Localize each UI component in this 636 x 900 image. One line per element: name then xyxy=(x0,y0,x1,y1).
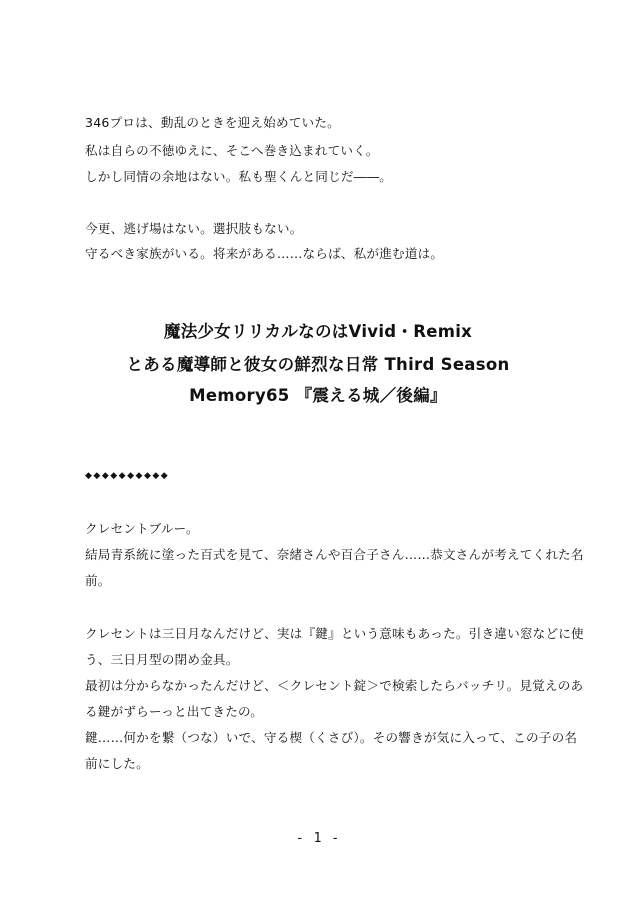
body-line: う、三日月型の閉め金具。 xyxy=(85,652,239,667)
body-line: 前。 xyxy=(85,573,111,588)
intro-line: 私は自らの不徳ゆえに、そこへ巻き込まれていく。 xyxy=(85,143,379,158)
body-line: 前にした。 xyxy=(85,756,149,771)
body-line: る鍵がずらーっと出てきたの。 xyxy=(85,704,264,719)
page-number: - 1 - xyxy=(295,831,341,846)
chapter-title: Memory65 『震える城／後編』 xyxy=(189,386,447,405)
section-separator: ◆◆◆◆◆◆◆◆◆◆ xyxy=(85,471,170,481)
body-line: クレセントブルー。 xyxy=(85,521,199,536)
body-line: 鍵……何かを繋（つな）いで、守る楔（くさび）。その響きが気に入って、この子の名 xyxy=(85,730,578,745)
intro-line: 346プロは、動乱のときを迎え始めていた。 xyxy=(85,115,340,130)
body-line: 最初は分からなかったんだけど、＜クレセント錠＞で検索したらバッチリ。見覚えのあ xyxy=(85,678,584,693)
body-line: クレセントは三日月なんだけど、実は『鍵』という意味もあった。引き違い窓などに使 xyxy=(85,626,584,641)
intro-line: しかし同情の余地はない。私も聖くんと同じだ――。 xyxy=(85,169,393,184)
intro-line: 守るべき家族がいる。将来がある……ならば、私が進む道は。 xyxy=(85,246,444,261)
series-subtitle: とある魔導師と彼女の鮮烈な日常 Third Season xyxy=(126,355,510,374)
intro-line: 今更、逃げ場はない。選択肢もない。 xyxy=(85,221,303,236)
body-line: 結局青系統に塗った百式を見て、奈緒さんや百合子さん……恭文さんが考えてくれた名 xyxy=(85,547,584,562)
series-title: 魔法少女リリカルなのはVivid・Remix xyxy=(163,322,473,341)
